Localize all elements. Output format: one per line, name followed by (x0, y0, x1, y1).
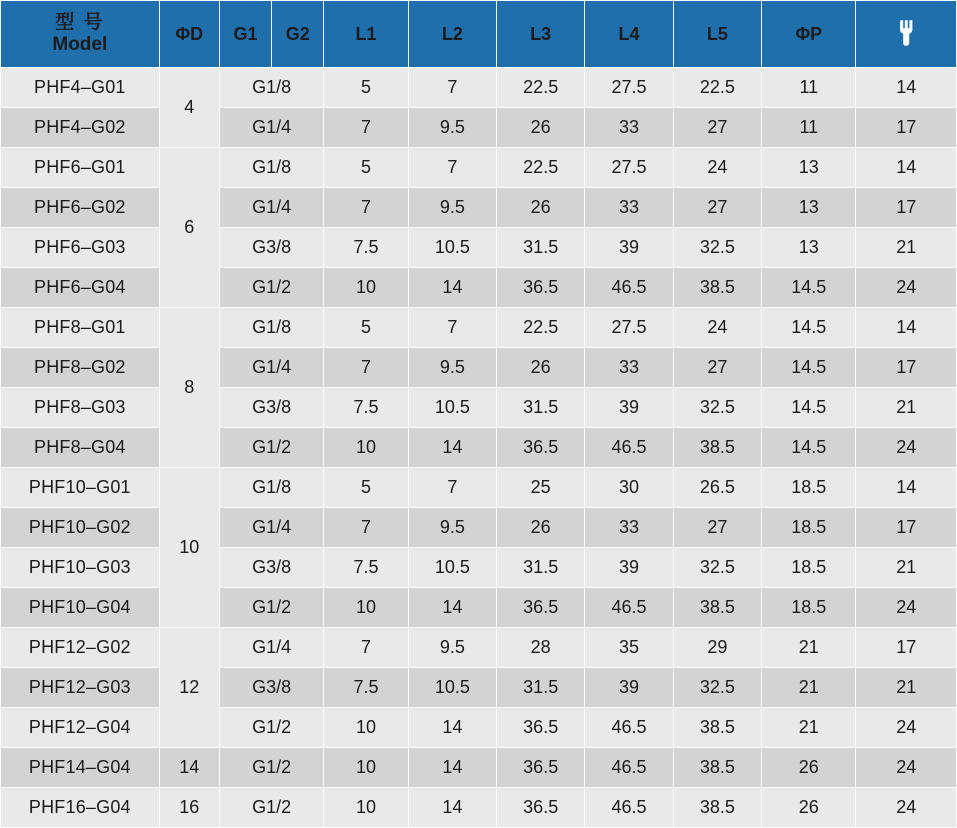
cell-l4: 39 (585, 228, 673, 268)
cell-phi-p: 14.5 (762, 388, 856, 428)
table-body (1, 68, 957, 828)
cell-l2: 7 (408, 468, 496, 508)
header-model-en: Model (52, 34, 108, 55)
cell-l5: 27 (673, 108, 761, 148)
cell-l4: 39 (585, 388, 673, 428)
cell-l3: 36.5 (497, 748, 585, 788)
cell-thread: G1/2 (219, 588, 323, 628)
table-row (1, 188, 957, 228)
cell-thread: G1/2 (219, 748, 323, 788)
cell-phi-p: 26 (762, 748, 856, 788)
cell-thread: G1/8 (219, 148, 323, 188)
cell-phi-d: 8 (159, 308, 219, 468)
cell-l1: 10 (324, 748, 408, 788)
cell-model: PHF8–G02 (1, 348, 160, 388)
cell-model: PHF10–G04 (1, 588, 160, 628)
header-l3: L3 (497, 1, 585, 68)
header-phi-p: ΦP (762, 1, 856, 68)
cell-l1: 5 (324, 308, 408, 348)
cell-phi-d: 12 (159, 628, 219, 748)
cell-phi-d: 4 (159, 68, 219, 148)
cell-l4: 35 (585, 628, 673, 668)
cell-l5: 32.5 (673, 228, 761, 268)
cell-phi-p: 14.5 (762, 308, 856, 348)
cell-phi-p: 14.5 (762, 428, 856, 468)
cell-l3: 36.5 (497, 268, 585, 308)
cell-thread: G1/4 (219, 348, 323, 388)
cell-thread: G1/4 (219, 628, 323, 668)
cell-wrench: 24 (856, 708, 957, 748)
cell-l4: 46.5 (585, 428, 673, 468)
cell-l4: 46.5 (585, 708, 673, 748)
cell-model: PHF10–G02 (1, 508, 160, 548)
cell-l3: 26 (497, 508, 585, 548)
header-l4: L4 (585, 1, 673, 68)
cell-model: PHF8–G04 (1, 428, 160, 468)
cell-thread: G1/2 (219, 788, 323, 828)
cell-l4: 46.5 (585, 788, 673, 828)
cell-l3: 22.5 (497, 68, 585, 108)
cell-model: PHF12–G04 (1, 708, 160, 748)
cell-l2: 9.5 (408, 108, 496, 148)
cell-l1: 7 (324, 348, 408, 388)
cell-l5: 32.5 (673, 388, 761, 428)
cell-phi-p: 21 (762, 668, 856, 708)
cell-l5: 38.5 (673, 708, 761, 748)
cell-l4: 46.5 (585, 588, 673, 628)
header-l2: L2 (408, 1, 496, 68)
cell-wrench: 14 (856, 148, 957, 188)
cell-wrench: 24 (856, 788, 957, 828)
cell-wrench: 21 (856, 388, 957, 428)
table-row (1, 148, 957, 188)
cell-model: PHF6–G03 (1, 228, 160, 268)
cell-l1: 10 (324, 708, 408, 748)
cell-l2: 14 (408, 588, 496, 628)
cell-phi-d: 10 (159, 468, 219, 628)
cell-wrench: 24 (856, 748, 957, 788)
cell-l2: 7 (408, 308, 496, 348)
cell-wrench: 24 (856, 268, 957, 308)
cell-l5: 32.5 (673, 668, 761, 708)
cell-phi-p: 13 (762, 148, 856, 188)
cell-l3: 26 (497, 108, 585, 148)
cell-l1: 10 (324, 268, 408, 308)
cell-thread: G1/2 (219, 708, 323, 748)
cell-l5: 38.5 (673, 268, 761, 308)
table-row (1, 708, 957, 748)
cell-l4: 39 (585, 668, 673, 708)
header-l1: L1 (324, 1, 408, 68)
cell-l2: 10.5 (408, 388, 496, 428)
cell-l2: 9.5 (408, 188, 496, 228)
header-model-cn: 型 号 (55, 12, 105, 34)
cell-phi-p: 14.5 (762, 348, 856, 388)
cell-phi-p: 13 (762, 188, 856, 228)
cell-model: PHF4–G01 (1, 68, 160, 108)
cell-l3: 28 (497, 628, 585, 668)
table-row (1, 428, 957, 468)
cell-l5: 26.5 (673, 468, 761, 508)
cell-l2: 9.5 (408, 508, 496, 548)
table-row (1, 748, 957, 788)
cell-phi-d: 14 (159, 748, 219, 788)
cell-l5: 24 (673, 148, 761, 188)
cell-l4: 33 (585, 508, 673, 548)
cell-l1: 10 (324, 588, 408, 628)
cell-thread: G1/4 (219, 108, 323, 148)
cell-phi-d: 16 (159, 788, 219, 828)
cell-l1: 7.5 (324, 388, 408, 428)
cell-l1: 7 (324, 108, 408, 148)
cell-l2: 14 (408, 748, 496, 788)
cell-l3: 36.5 (497, 788, 585, 828)
cell-model: PHF6–G02 (1, 188, 160, 228)
cell-phi-p: 18.5 (762, 468, 856, 508)
cell-wrench: 17 (856, 188, 957, 228)
cell-wrench: 21 (856, 668, 957, 708)
cell-l4: 27.5 (585, 308, 673, 348)
cell-l2: 10.5 (408, 668, 496, 708)
cell-model: PHF16–G04 (1, 788, 160, 828)
cell-l2: 10.5 (408, 228, 496, 268)
cell-l5: 27 (673, 348, 761, 388)
cell-l4: 27.5 (585, 68, 673, 108)
header-g2: G2 (272, 1, 324, 68)
table-row (1, 548, 957, 588)
cell-phi-p: 21 (762, 628, 856, 668)
cell-l5: 29 (673, 628, 761, 668)
cell-l3: 26 (497, 188, 585, 228)
cell-phi-p: 13 (762, 228, 856, 268)
cell-wrench: 14 (856, 68, 957, 108)
cell-l5: 27 (673, 508, 761, 548)
cell-l1: 10 (324, 428, 408, 468)
cell-l1: 5 (324, 68, 408, 108)
cell-l3: 36.5 (497, 708, 585, 748)
cell-phi-p: 11 (762, 108, 856, 148)
cell-model: PHF8–G03 (1, 388, 160, 428)
cell-l2: 9.5 (408, 348, 496, 388)
table-row (1, 468, 957, 508)
cell-l1: 7.5 (324, 228, 408, 268)
cell-thread: G3/8 (219, 668, 323, 708)
cell-thread: G1/8 (219, 308, 323, 348)
cell-l4: 46.5 (585, 748, 673, 788)
cell-l3: 31.5 (497, 228, 585, 268)
cell-phi-p: 18.5 (762, 588, 856, 628)
cell-phi-p: 18.5 (762, 508, 856, 548)
cell-thread: G1/4 (219, 188, 323, 228)
table-header (1, 1, 957, 68)
cell-l5: 27 (673, 188, 761, 228)
cell-model: PHF12–G03 (1, 668, 160, 708)
table-row (1, 628, 957, 668)
cell-model: PHF6–G04 (1, 268, 160, 308)
table-row (1, 228, 957, 268)
cell-l3: 36.5 (497, 428, 585, 468)
table-row (1, 68, 957, 108)
header-model (1, 1, 160, 68)
cell-thread: G1/2 (219, 428, 323, 468)
header-phi-d: ΦD (159, 1, 219, 68)
table-row (1, 508, 957, 548)
table-row (1, 788, 957, 828)
cell-thread: G1/8 (219, 68, 323, 108)
table-row (1, 108, 957, 148)
table-row (1, 308, 957, 348)
cell-thread: G3/8 (219, 388, 323, 428)
cell-thread: G1/4 (219, 508, 323, 548)
cell-wrench: 14 (856, 468, 957, 508)
cell-l3: 22.5 (497, 308, 585, 348)
cell-l2: 7 (408, 68, 496, 108)
cell-l1: 7.5 (324, 668, 408, 708)
header-l5: L5 (673, 1, 761, 68)
cell-l5: 38.5 (673, 788, 761, 828)
cell-l2: 14 (408, 708, 496, 748)
cell-wrench: 24 (856, 588, 957, 628)
cell-l1: 7 (324, 508, 408, 548)
cell-l4: 39 (585, 548, 673, 588)
header-g1: G1 (219, 1, 271, 68)
cell-l4: 33 (585, 188, 673, 228)
cell-l4: 27.5 (585, 148, 673, 188)
cell-l3: 31.5 (497, 388, 585, 428)
cell-l2: 14 (408, 428, 496, 468)
cell-l5: 22.5 (673, 68, 761, 108)
cell-wrench: 24 (856, 428, 957, 468)
wrench-icon (895, 18, 917, 46)
table-row (1, 268, 957, 308)
cell-l1: 10 (324, 788, 408, 828)
cell-l4: 30 (585, 468, 673, 508)
cell-l3: 22.5 (497, 148, 585, 188)
cell-thread: G1/2 (219, 268, 323, 308)
cell-l5: 32.5 (673, 548, 761, 588)
cell-l1: 5 (324, 468, 408, 508)
cell-model: PHF8–G01 (1, 308, 160, 348)
cell-l4: 33 (585, 108, 673, 148)
cell-l1: 7.5 (324, 548, 408, 588)
header-wrench (856, 1, 957, 68)
cell-l5: 38.5 (673, 428, 761, 468)
cell-model: PHF4–G02 (1, 108, 160, 148)
cell-wrench: 17 (856, 508, 957, 548)
cell-phi-p: 18.5 (762, 548, 856, 588)
cell-l5: 38.5 (673, 588, 761, 628)
cell-model: PHF6–G01 (1, 148, 160, 188)
cell-thread: G1/8 (219, 468, 323, 508)
cell-l3: 31.5 (497, 548, 585, 588)
cell-l1: 5 (324, 148, 408, 188)
cell-model: PHF10–G01 (1, 468, 160, 508)
cell-phi-d: 6 (159, 148, 219, 308)
cell-l2: 14 (408, 268, 496, 308)
cell-l1: 7 (324, 628, 408, 668)
cell-model: PHF14–G04 (1, 748, 160, 788)
cell-l3: 36.5 (497, 588, 585, 628)
cell-model: PHF10–G03 (1, 548, 160, 588)
cell-l2: 10.5 (408, 548, 496, 588)
table-row (1, 348, 957, 388)
cell-l2: 9.5 (408, 628, 496, 668)
cell-wrench: 17 (856, 348, 957, 388)
cell-l3: 26 (497, 348, 585, 388)
cell-thread: G3/8 (219, 228, 323, 268)
cell-l3: 31.5 (497, 668, 585, 708)
cell-l5: 24 (673, 308, 761, 348)
cell-phi-p: 21 (762, 708, 856, 748)
cell-l5: 38.5 (673, 748, 761, 788)
table-row (1, 588, 957, 628)
cell-l2: 7 (408, 148, 496, 188)
cell-l1: 7 (324, 188, 408, 228)
cell-wrench: 17 (856, 628, 957, 668)
table-row (1, 668, 957, 708)
cell-wrench: 14 (856, 308, 957, 348)
cell-wrench: 17 (856, 108, 957, 148)
cell-l3: 25 (497, 468, 585, 508)
cell-l4: 33 (585, 348, 673, 388)
cell-wrench: 21 (856, 548, 957, 588)
table-row (1, 388, 957, 428)
cell-phi-p: 14.5 (762, 268, 856, 308)
cell-l2: 14 (408, 788, 496, 828)
cell-l4: 46.5 (585, 268, 673, 308)
cell-thread: G3/8 (219, 548, 323, 588)
cell-phi-p: 11 (762, 68, 856, 108)
cell-wrench: 21 (856, 228, 957, 268)
cell-model: PHF12–G02 (1, 628, 160, 668)
cell-phi-p: 26 (762, 788, 856, 828)
header-row (1, 1, 957, 68)
